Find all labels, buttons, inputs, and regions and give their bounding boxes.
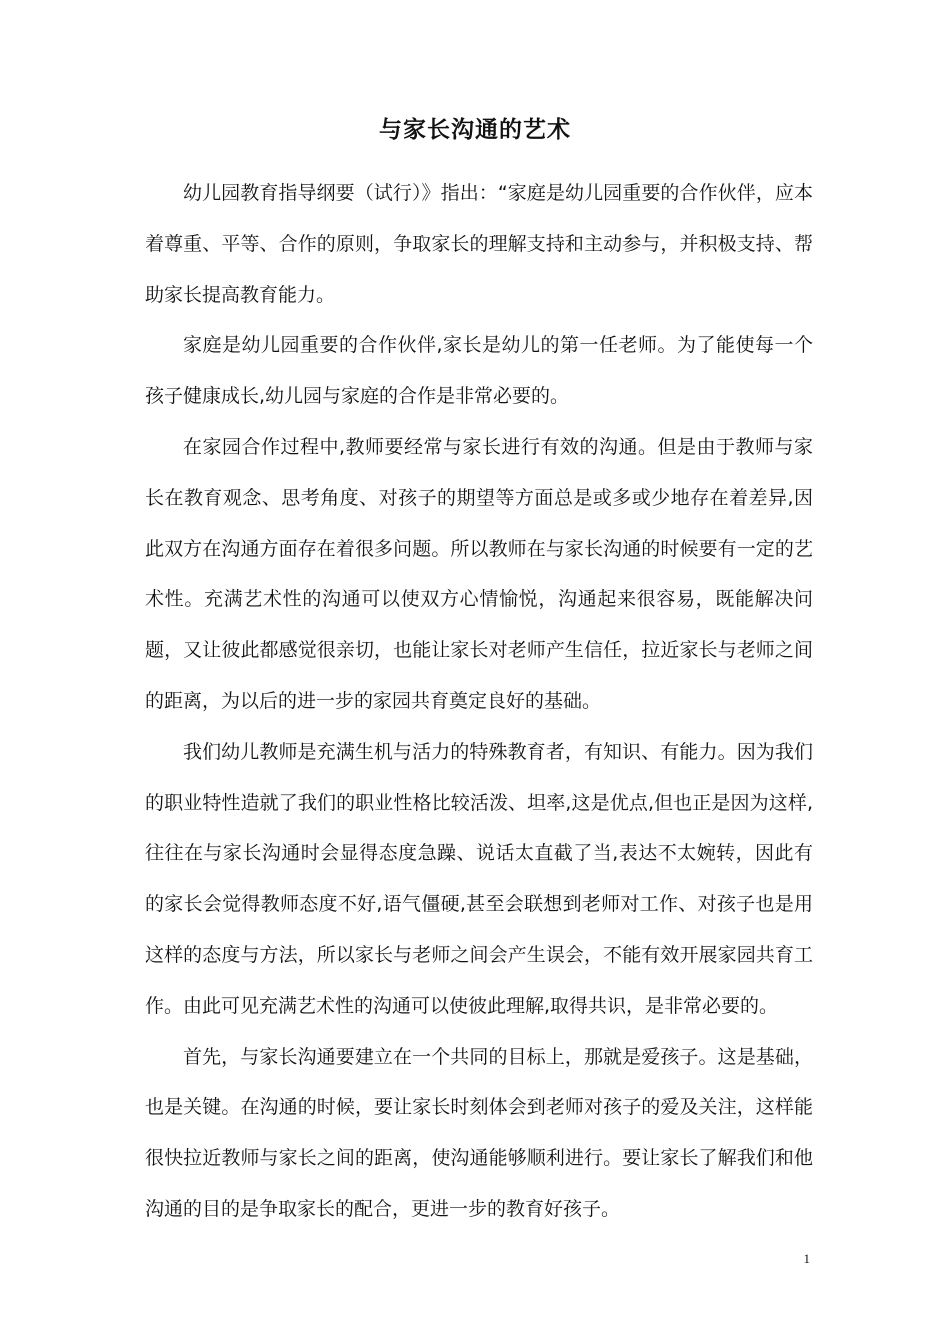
paragraph-4: 我们幼儿教师是充满生机与活力的特殊教育者，有知识、有能力。因为我们的职业特性造就了我们的职业性格比较活泼、坦率,这是优点,但也正是因为这样,往往在与家长沟通时会显得态度急躁、说话太直截了当,表达不太婉转，因此有的家长会觉得教师态度不好,语气僵硬,甚至会联想到老师对工作、对孩子也是用这样的态度与方法，所以家长与老师之间会产生误会，不能有效开展家园共育工作。由此可见充满艺术性的沟通可以使彼此理解,取得共识，是非常必要的。 (145, 740, 813, 1017)
paragraph-3: 在家园合作过程中,教师要经常与家长进行有效的沟通。但是由于教师与家长在教育观念、思考角度、对孩子的期望等方面总是或多或少地存在着差异,因此双方在沟通方面存在着很多问题。所以教师在与家长沟通的时候要有一定的艺术性。充满艺术性的沟通可以使双方心情愉悦，沟通起来很容易，既能解决问题，又让彼此都感觉很亲切，也能让家长对老师产生信任，拉近家长与老师之间的距离，为以后的进一步的家园共育奠定良好的基础。 (145, 435, 813, 712)
paragraph-2: 家庭是幼儿园重要的合作伙伴,家长是幼儿的第一任老师。为了能使每一个孩子健康成长,幼儿园与家庭的合作是非常必要的。 (145, 334, 813, 408)
page-number: 1 (803, 1251, 810, 1266)
document-title: 与家长沟通的艺术 (379, 117, 571, 143)
paragraph-5: 首先，与家长沟通要建立在一个共同的目标上，那就是爱孩子。这是基础，也是关键。在沟通的时候，要让家长时刻体会到老师对孩子的爱及关注，这样能很快拉近教师与家长之间的距离，使沟通能够顺利进行。要让家长了解我们和他沟通的目的是争取家长的配合，更进一步的教育好孩子。 (145, 1045, 813, 1220)
document-body (145, 168, 813, 1235)
paragraph-1: 幼儿园教育指导纲要（试行）》指出：“家庭是幼儿园重要的合作伙伴，应本着尊重、平等、合作的原则，争取家长的理解支持和主动参与，并积极支持、帮助家长提高教育能力。 (145, 182, 813, 306)
